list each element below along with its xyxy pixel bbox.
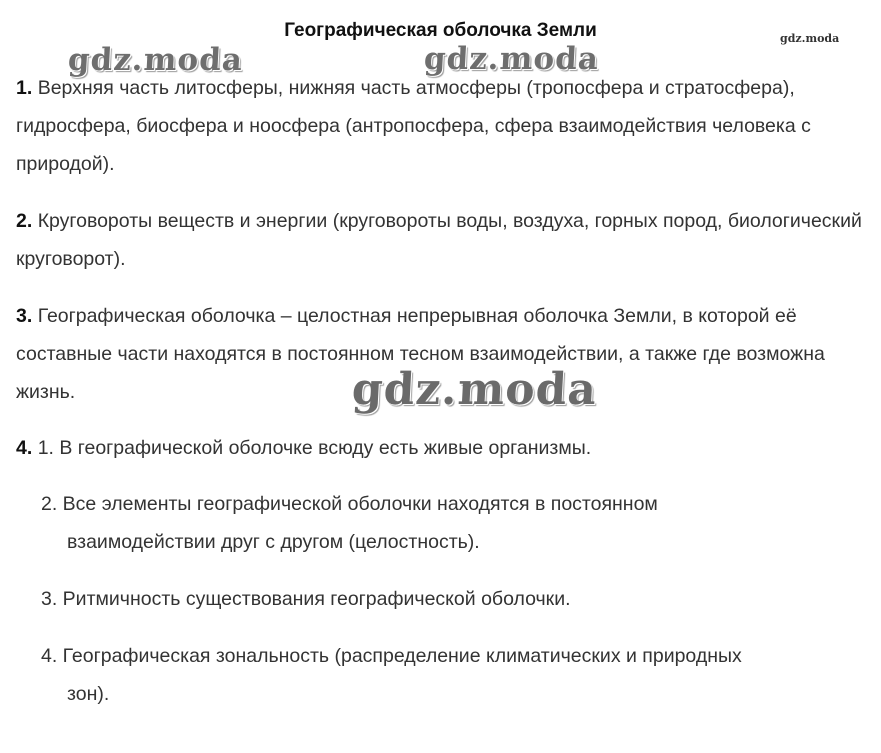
item-number: 2. [16,210,33,232]
sub-item-continuation: взаимодействии друг с другом (целостность). [67,531,480,553]
sub-item-text: 3. Ритмичность существования географической оболочки. [41,588,571,610]
watermark-large: gdz.moda [423,41,600,77]
watermark-corner: gdz.moda [780,32,840,45]
answer-item-2 [16,202,876,278]
sub-item-text: 4. Географическая зональность (распределение климатических и природных [41,645,742,667]
sub-item-text: 2. Все элементы географической оболочки находятся в постоянном [41,493,658,515]
answer-item-1 [16,69,876,183]
item-text: Географическая оболочка – целостная непрерывная оболочка Земли, в которой её составные части находятся в постоянном тесном взаимодействии, а также где возможна жизнь. [16,305,825,403]
answer-item-4 [16,429,876,467]
answer-item-3 [16,297,876,411]
item-number: 4. [16,437,33,459]
item-text: Верхняя часть литосферы, нижняя часть атмосферы (тропосфера и стратосфера), гидросфера, биосфера и ноосфера (антропосфера, сфера взаимодействия человека с природой). [16,77,811,175]
sub-item-text: 1. В географической оболочке всюду есть живые организмы. [37,437,592,459]
page-title: Географическая оболочка Земли [284,20,597,41]
watermark-large: gdz.moda [67,42,244,78]
item-text: Круговороты веществ и энергии (круговороты воды, воздуха, горных пород, биологический круговорот). [16,210,862,270]
sub-item-continuation: зон). [67,683,110,705]
watermark-large: gdz.moda [350,364,599,415]
sub-item-2 [41,485,861,561]
item-number: 3. [16,305,33,327]
sub-item-4 [41,637,861,713]
sub-item-3 [41,580,861,618]
item-number: 1. [16,77,33,99]
